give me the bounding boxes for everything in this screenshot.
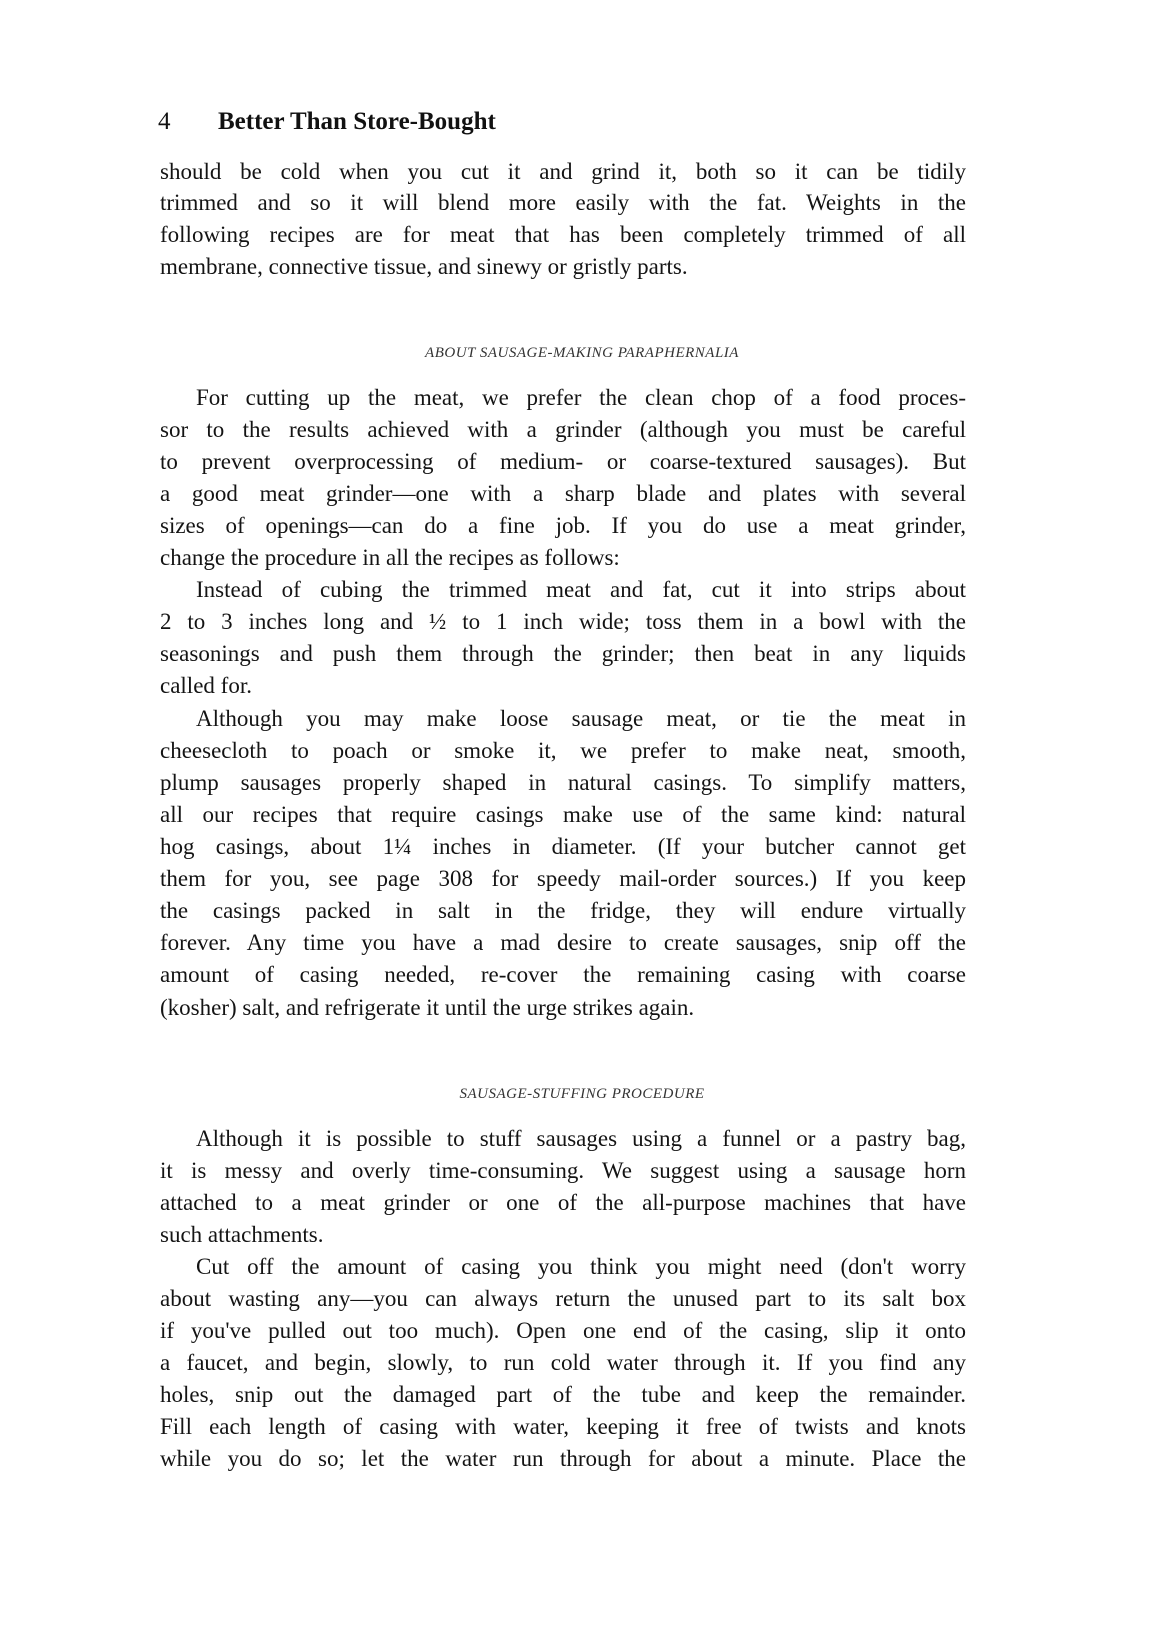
- text-line: to prevent overprocessing of medium- or coarse-textured sausages). But: [160, 449, 966, 474]
- text-line: membrane, connective tissue, and sinewy or gristly parts.: [160, 254, 688, 279]
- text-line: a good meat grinder—one with a sharp blade and plates with several: [160, 481, 966, 506]
- text-line: a faucet, and begin, slowly, to run cold water through it. If you find any: [160, 1350, 966, 1375]
- book-title: Better Than Store-Bought: [218, 108, 496, 135]
- text-line: it is messy and overly time-consuming. We suggest using a sausage horn: [160, 1158, 966, 1183]
- text-line: while you do so; let the water run through for about a minute. Place the: [160, 1446, 966, 1471]
- text-line: For cutting up the meat, we prefer the clean chop of a food proces-: [196, 385, 966, 410]
- section-heading-stuffing-procedure: SAUSAGE-STUFFING PROCEDURE: [459, 1086, 705, 1102]
- text-line: should be cold when you cut it and grind it, both so it can be tidily: [160, 159, 966, 184]
- text-line: cheesecloth to poach or smoke it, we prefer to make neat, smooth,: [160, 738, 966, 763]
- text-line: amount of casing needed, re-cover the remaining casing with coarse: [160, 962, 966, 987]
- text-line: seasonings and push them through the grinder; then beat in any liquids: [160, 641, 966, 666]
- text-line: called for.: [160, 673, 252, 698]
- text-line: Instead of cubing the trimmed meat and fat, cut it into strips about: [196, 577, 966, 602]
- text-line: if you've pulled out too much). Open one end of the casing, slip it onto: [160, 1318, 966, 1343]
- text-line: such attachments.: [160, 1222, 324, 1247]
- text-line: Although it is possible to stuff sausages using a funnel or a pastry bag,: [196, 1126, 966, 1151]
- text-line: Cut off the amount of casing you think you might need (don't worry: [196, 1254, 966, 1279]
- text-line: forever. Any time you have a mad desire to create sausages, snip off the: [160, 930, 966, 955]
- text-line: holes, snip out the damaged part of the tube and keep the remainder.: [160, 1382, 966, 1407]
- text-line: Fill each length of casing with water, keeping it free of twists and knots: [160, 1414, 966, 1439]
- text-line: sor to the results achieved with a grinder (although you must be careful: [160, 417, 966, 442]
- text-line: 2 to 3 inches long and ½ to 1 inch wide; toss them in a bowl with the: [160, 609, 966, 634]
- text-line: all our recipes that require casings make use of the same kind: natural: [160, 802, 966, 827]
- running-head: [158, 108, 496, 136]
- text-line: the casings packed in salt in the fridge, they will endure virtually: [160, 898, 966, 923]
- text-line: them for you, see page 308 for speedy mail-order sources.) If you keep: [160, 866, 966, 891]
- text-line: hog casings, about 1¼ inches in diameter. (If your butcher cannot get: [160, 834, 966, 859]
- text-line: (kosher) salt, and refrigerate it until the urge strikes again.: [160, 995, 695, 1020]
- section-heading-paraphernalia: ABOUT SAUSAGE-MAKING PARAPHERNALIA: [425, 345, 739, 361]
- text-line: attached to a meat grinder or one of the all-purpose machines that have: [160, 1190, 966, 1215]
- text-line: trimmed and so it will blend more easily with the fat. Weights in the: [160, 190, 966, 215]
- text-line: about wasting any—you can always return the unused part to its salt box: [160, 1286, 966, 1311]
- text-line: following recipes are for meat that has been completely trimmed of all: [160, 222, 966, 247]
- text-line: change the procedure in all the recipes as follows:: [160, 545, 620, 570]
- text-line: sizes of openings—can do a fine job. If you do use a meat grinder,: [160, 513, 966, 538]
- page-number: 4: [158, 108, 171, 135]
- text-line: plump sausages properly shaped in natural casings. To simplify matters,: [160, 770, 966, 795]
- text-line: Although you may make loose sausage meat, or tie the meat in: [196, 706, 966, 731]
